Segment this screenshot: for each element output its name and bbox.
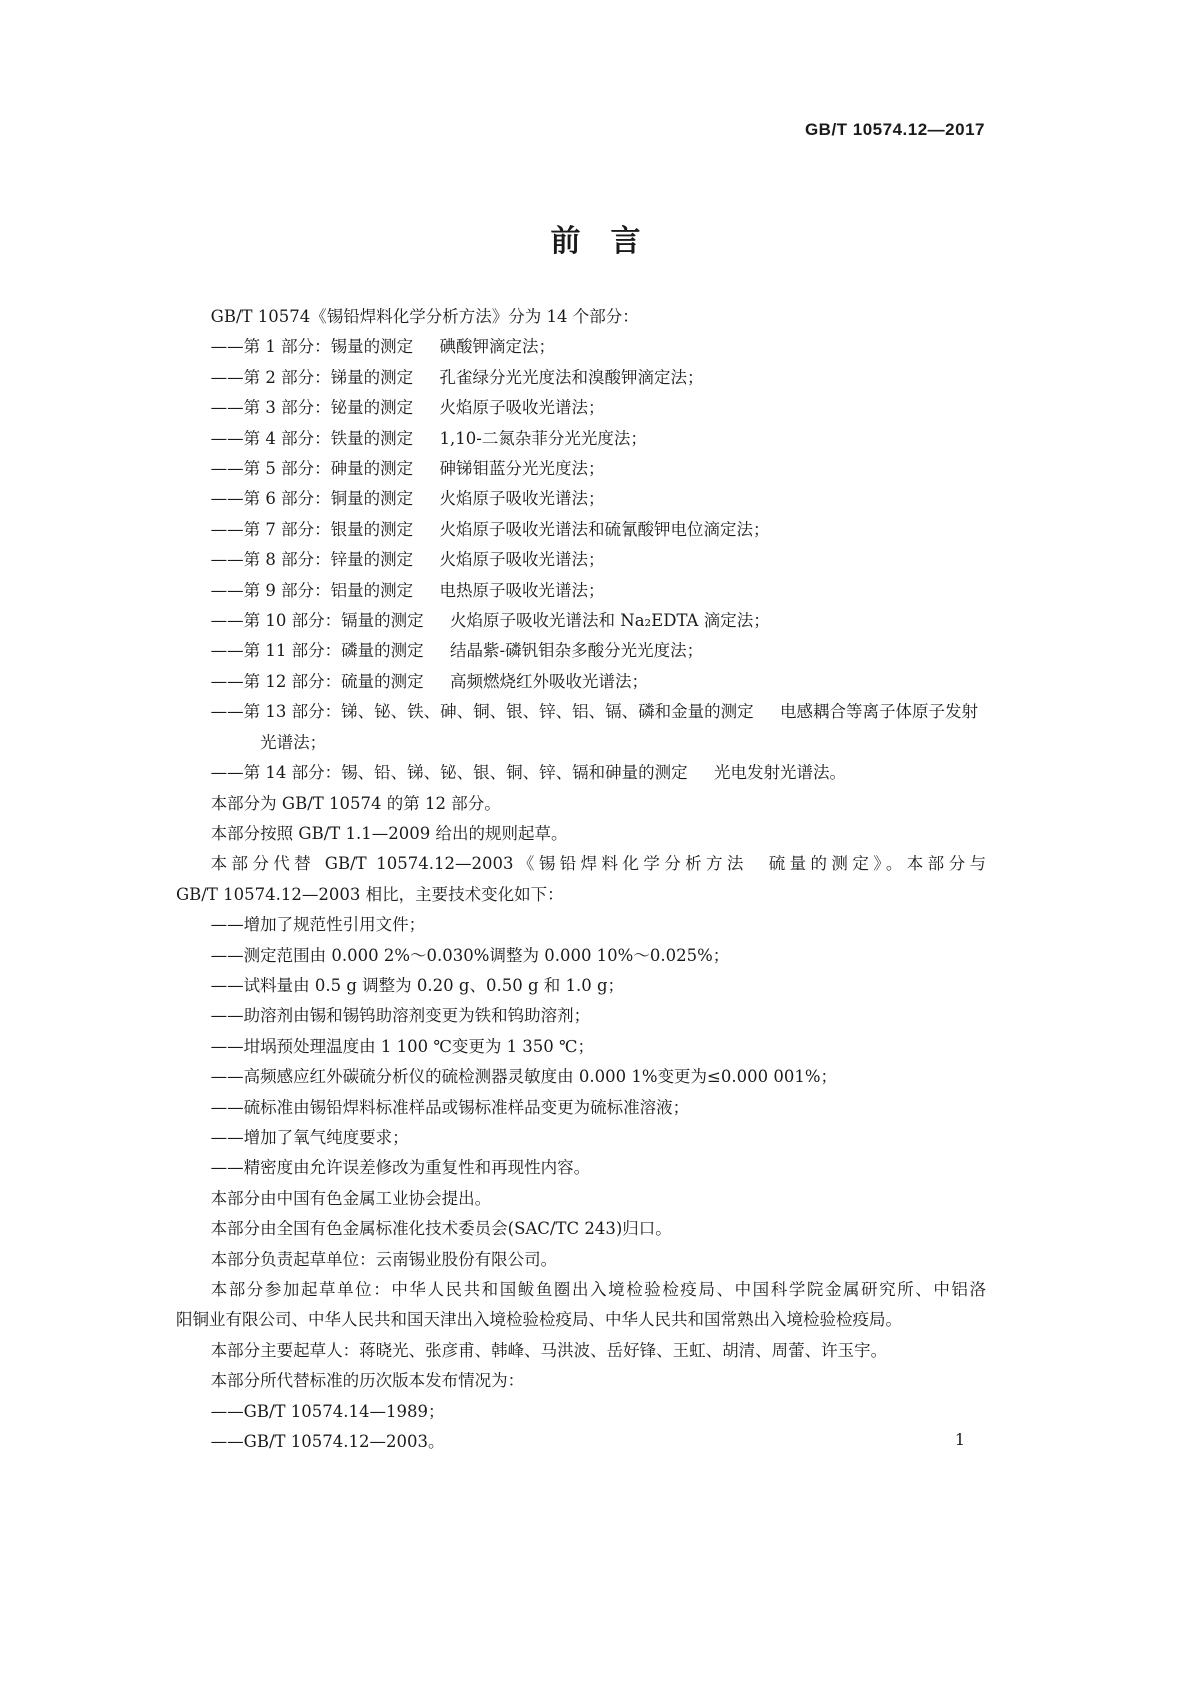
change-item: ——坩埚预处理温度由 1 100 ℃变更为 1 350 ℃； bbox=[210, 1036, 595, 1056]
part-label: ——第 9 部分：铝量的测定 bbox=[210, 580, 414, 600]
part-method: 电热原子吸收光谱法； bbox=[439, 580, 605, 600]
part-label: ——第 4 部分：铁量的测定 bbox=[210, 428, 414, 448]
part-item bbox=[176, 424, 986, 454]
part-label: ——第 14 部分：锡、铅、锑、铋、银、铜、锌、镉和砷量的测定 bbox=[210, 763, 688, 783]
part-item bbox=[176, 758, 986, 788]
part-item bbox=[176, 484, 986, 514]
part-method: 孔雀绿分光光度法和溴酸钾滴定法； bbox=[439, 367, 704, 387]
part-method: 1,10-二氮杂菲分光光度法； bbox=[439, 428, 647, 448]
change-item: ——增加了规范性引用文件； bbox=[210, 915, 426, 935]
change-item: ——试料量由 0.5 g 调整为 0.20 g、0.50 g 和 1.0 g； bbox=[210, 975, 625, 995]
change-item: ——增加了氧气纯度要求； bbox=[210, 1127, 409, 1147]
centralized-by-statement: 本部分由全国有色金属标准化技术委员会(SAC/TC 243)归口。 bbox=[210, 1219, 672, 1239]
part-item bbox=[176, 636, 986, 666]
change-item: ——测定范围由 0.000 2%～0.030%调整为 0.000 10%～0.025%； bbox=[210, 945, 730, 965]
change-item: ——高频感应红外碳硫分析仪的硫检测器灵敏度由 0.000 1%变更为≤0.000 001%； bbox=[210, 1067, 838, 1087]
change-item: ——精密度由允许误差修改为重复性和再现性内容。 bbox=[210, 1158, 591, 1178]
part-label: ——第 2 部分：锑量的测定 bbox=[210, 367, 414, 387]
part-method: 结晶紫-磷钒钼杂多酸分光光度法； bbox=[450, 641, 704, 661]
part-method: 高频燃烧红外吸收光谱法； bbox=[450, 671, 649, 691]
part-item bbox=[176, 697, 986, 758]
part-method: 砷锑钼蓝分光光度法； bbox=[439, 459, 605, 479]
part-of-statement: 本部分为 GB/T 10574 的第 12 部分。 bbox=[210, 793, 501, 813]
part-method: 火焰原子吸收光谱法和 Na₂EDTA 滴定法； bbox=[450, 611, 770, 631]
part-item bbox=[176, 667, 986, 697]
intro-paragraph: GB/T 10574《锡铅焊料化学分析方法》分为 14 个部分： bbox=[210, 307, 639, 326]
history-item: ——GB/T 10574.12—2003。 bbox=[210, 1432, 445, 1452]
part-label: ——第 10 部分：镉量的测定 bbox=[210, 611, 424, 631]
part-label: ——第 1 部分：锡量的测定 bbox=[210, 337, 414, 357]
part-method: 火焰原子吸收光谱法； bbox=[439, 550, 605, 570]
part-label: ——第 5 部分：砷量的测定 bbox=[210, 459, 414, 479]
change-item: ——助溶剂由锡和锡钨助溶剂变更为铁和钨助溶剂； bbox=[210, 1006, 591, 1026]
part-item bbox=[176, 545, 986, 575]
part-method: 碘酸钾滴定法； bbox=[439, 337, 556, 357]
part-label: ——第 3 部分：铋量的测定 bbox=[210, 398, 414, 418]
part-label: ——第 12 部分：硫量的测定 bbox=[210, 671, 424, 691]
part-item bbox=[176, 363, 986, 393]
part-item bbox=[176, 393, 986, 423]
drafting-rules-statement: 本部分按照 GB/T 1.1—2009 给出的规则起草。 bbox=[210, 823, 568, 843]
part-method: 火焰原子吸收光谱法； bbox=[439, 398, 605, 418]
part-item bbox=[176, 515, 986, 545]
history-intro: 本部分所代替标准的历次版本发布情况为： bbox=[210, 1371, 525, 1391]
part-label: ——第 7 部分：银量的测定 bbox=[210, 519, 414, 539]
change-item: ——硫标准由锡铅焊料标准样品或锡标准样品变更为硫标准溶液； bbox=[210, 1097, 690, 1117]
replaces-statement-line1: 本部分代替 GB/T 10574.12—2003《锡铅焊料化学分析方法 硫量的测定》。本部分与 bbox=[210, 854, 986, 874]
history-item: ——GB/T 10574.14—1989； bbox=[210, 1401, 445, 1421]
page-number: 1 bbox=[954, 1430, 965, 1449]
replaces-statement-line2: GB/T 10574.12—2003 相比，主要技术变化如下： bbox=[176, 884, 564, 904]
part-label: ——第 6 部分：铜量的测定 bbox=[210, 489, 414, 509]
part-method: 火焰原子吸收光谱法； bbox=[439, 489, 605, 509]
part-label: ——第 11 部分：磷量的测定 bbox=[210, 641, 424, 661]
drafters-statement: 本部分主要起草人：蒋晓光、张彦甫、韩峰、马洪波、岳好锋、王虹、胡清、周蕾、许玉宇。 bbox=[210, 1340, 888, 1360]
part-item bbox=[176, 454, 986, 484]
part-method: 光电发射光谱法。 bbox=[714, 763, 847, 783]
part-label: ——第 13 部分：锑、铋、铁、砷、铜、银、锌、铝、镉、磷和金量的测定 bbox=[210, 702, 754, 722]
part-item bbox=[176, 576, 986, 606]
proposed-by-statement: 本部分由中国有色金属工业协会提出。 bbox=[210, 1188, 492, 1208]
part-method: 电感耦合等离子体原子发射光谱法； bbox=[260, 702, 979, 752]
page-title: 前言 bbox=[550, 224, 671, 259]
part-item bbox=[176, 332, 986, 362]
part-label: ——第 8 部分：锌量的测定 bbox=[210, 550, 414, 570]
foreword-body bbox=[176, 302, 986, 1457]
part-item bbox=[176, 606, 986, 636]
standard-code: GB/T 10574.12—2017 bbox=[804, 120, 985, 139]
participating-units-line1: 本部分参加起草单位：中华人民共和国鲅鱼圈出入境检验检疫局、中国科学院金属研究所、中铝洛 bbox=[210, 1280, 986, 1299]
responsible-unit-statement: 本部分负责起草单位：云南锡业股份有限公司。 bbox=[210, 1249, 558, 1269]
participating-units-line2: 阳铜业有限公司、中华人民共和国天津出入境检验检疫局、中华人民共和国常熟出入境检验检疫局。 bbox=[176, 1310, 902, 1330]
part-method: 火焰原子吸收光谱法和硫氰酸钾电位滴定法； bbox=[439, 519, 770, 539]
